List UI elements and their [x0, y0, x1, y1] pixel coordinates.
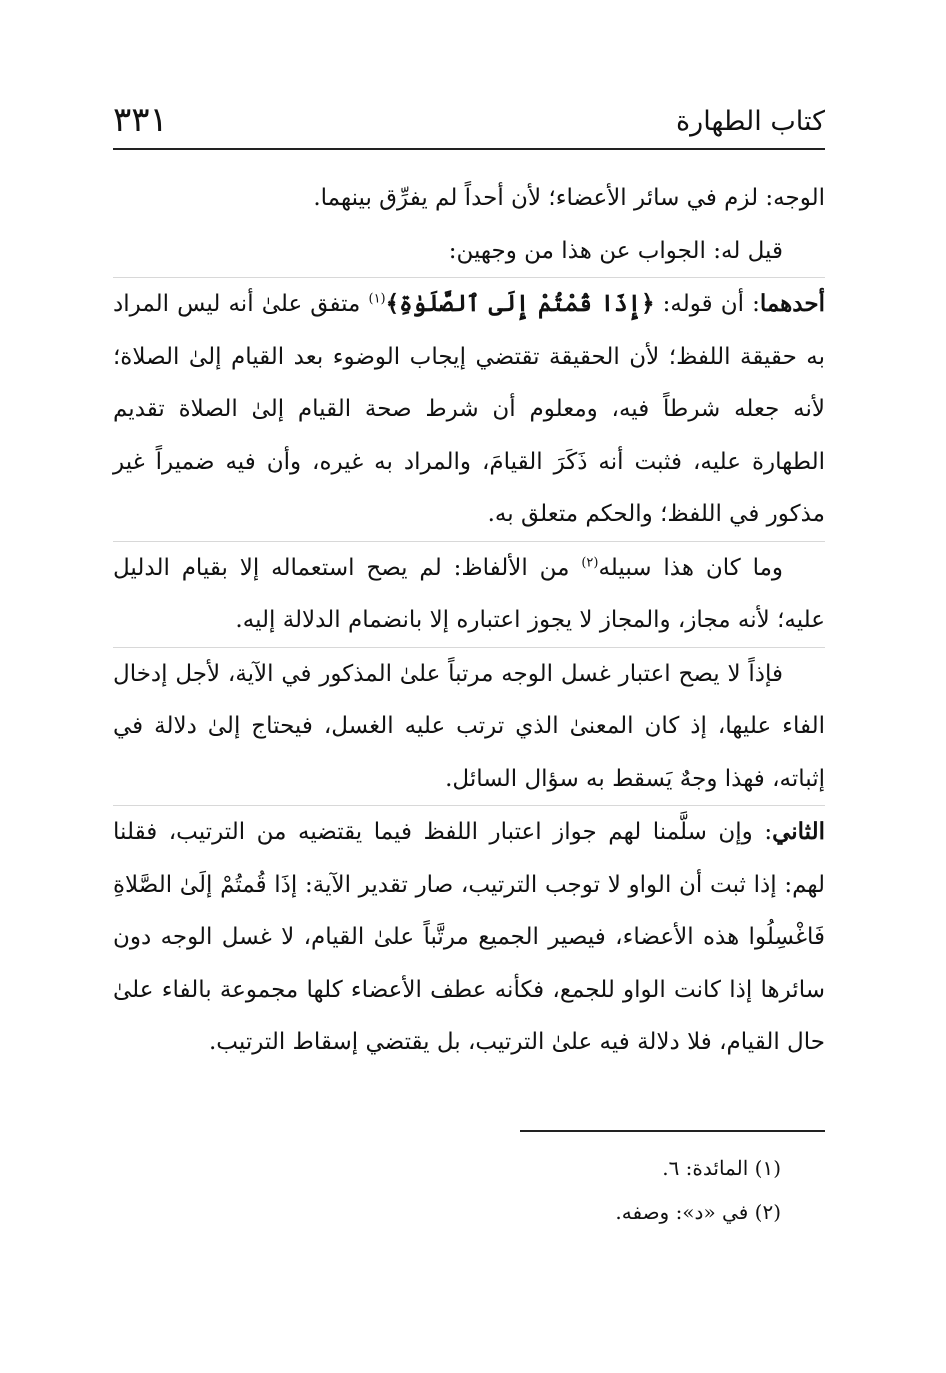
footnote-rule [520, 1130, 825, 1132]
footnote-2: (٢) في «د»: وصفه. [615, 1200, 781, 1224]
paragraph-lead-word: الثاني [772, 818, 825, 845]
footnotes [113, 1146, 781, 1234]
paragraph-3 [113, 278, 825, 541]
paragraph-text: من الألفاظ: لم يصح استعماله إلا بقيام الدليل عليه؛ لأنه مجاز، والمجاز لا يجوز اعتباره إلا بانضمام الدلالة إليه. [113, 554, 825, 633]
paragraph-lead-word: أحدهما [759, 290, 825, 317]
paragraph-text: الوجه: لزم في سائر الأعضاء؛ لأن أحداً لم يفرِّق بينهما. [313, 185, 825, 211]
paragraph-2 [113, 225, 825, 278]
paragraph-text: فإذاً لا يصح اعتبار غسل الوجه مرتباً علىٰ المذكور في الآية، لأجل إدخال الفاء عليها، إذ كان المعنىٰ الذي ترتب عليه الغسل، فيحتاج إلىٰ دلالة في إثباته، فهذا وجهٌ يَسقط به سؤال السائل. [113, 660, 825, 792]
paragraph-text-before-ref: وما كان هذا سبيله [598, 554, 784, 581]
footnote-ref-1[interactable]: (١) [368, 291, 386, 307]
page-header [113, 96, 825, 146]
paragraph-text: : وإن سلَّمنا لهم جواز اعتبار اللفظ فيما يقتضيه من الترتيب، فقلنا لهم: إذا ثبت أن الواو لا توجب الترتيب، صار تقدير الآية: إذَا قُمتُمْ إلَىٰ الصَّلاةِ فَاغْسِلُوا هذه الأعضاء، فيصير الجميع مرتَّباً علىٰ القيام، لا غسل الوجه دون سائرها إذا كانت الواو للجمع، فكأنه عطف الأعضاء كلها مجموعة بالفاء علىٰ حال القيام، فلا دلالة فيه علىٰ الترتيب، بل يقتضي إسقاط الترتيب. [113, 819, 825, 1055]
page-number: ٣٣١ [113, 100, 168, 140]
paragraph-5 [113, 648, 825, 806]
paragraph-text-before-quote: : أن قوله: [654, 291, 760, 317]
paragraph-text: قيل له: الجواب عن هذا من وجهين: [448, 237, 783, 264]
running-title: كتاب الطهارة [676, 106, 825, 137]
paragraph-text: متفق علىٰ أنه ليس المراد به حقيقة اللفظ؛ لأن الحقيقة تقتضي إيجاب الوضوء بعد القيام إلىٰ الصلاة؛ لأنه جعله شرطاً فيه، ومعلوم أن شرط صحة القيام إلىٰ الصلاة تقديم الطهارة عليه، فثبت أنه ذَكَرَ القيامَ، والمراد به غيره، وأن فيه ضميراً غير مذكور في اللفظ؛ والحكم متعلق به. [113, 291, 825, 527]
paragraph-1 [113, 172, 825, 225]
main-text [113, 172, 825, 1069]
footnote-1: (١) المائدة: ٦. [662, 1156, 781, 1180]
quran-quote: ﴿إِذَا قُمْتُمْ إِلَى ٱلصَّلَوٰةِ﴾ [385, 290, 655, 317]
footnote-ref-2[interactable]: (٢) [581, 554, 599, 570]
paragraph-4 [113, 542, 825, 647]
header-rule [113, 148, 825, 150]
paragraph-6 [113, 806, 825, 1069]
